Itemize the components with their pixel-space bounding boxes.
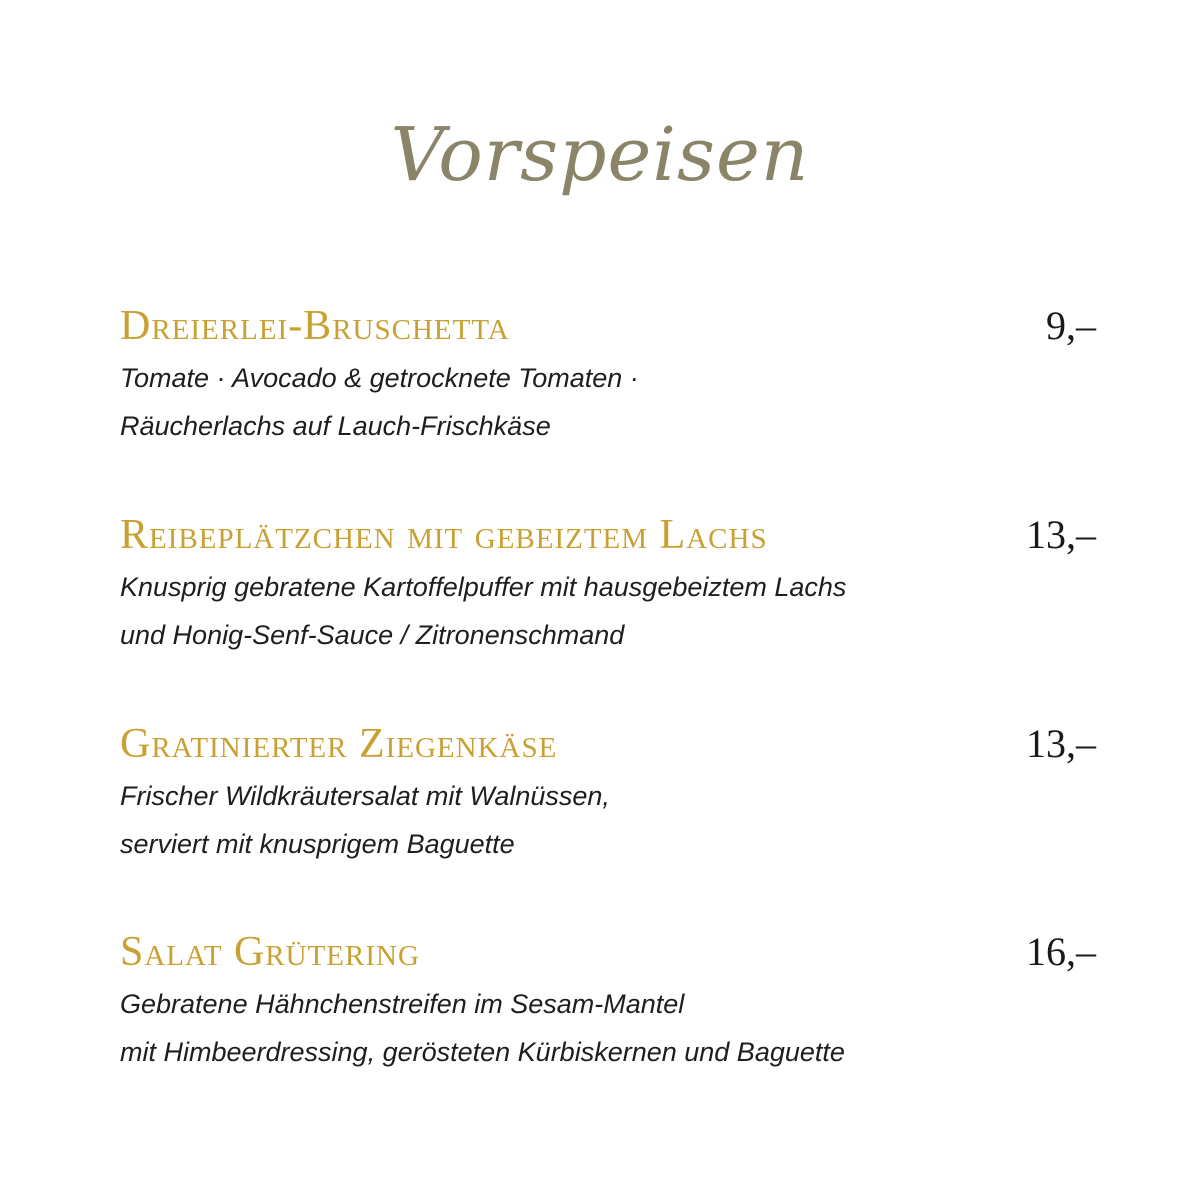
item-description-line: serviert mit knusprigem Baguette (120, 829, 515, 859)
item-description-line: Tomate · Avocado & getrocknete Tomaten · (120, 363, 639, 393)
item-description-line: Räucherlachs auf Lauch-Frischkäse (120, 411, 551, 441)
menu-item (120, 300, 1100, 470)
section-title: Vorspeisen (390, 112, 810, 198)
item-name: Salat Grütering (120, 929, 420, 975)
item-description-line: Frischer Wildkräutersalat mit Walnüssen, (120, 781, 610, 811)
menu-item (120, 718, 1100, 888)
item-name: Dreierlei-Bruschetta (120, 303, 510, 349)
item-price: 13,– (1026, 512, 1096, 557)
item-name: Gratinierter Ziegenkäse (120, 721, 558, 767)
item-price: 16,– (1026, 929, 1096, 974)
item-price: 9,– (1046, 303, 1096, 348)
item-description-line: und Honig-Senf-Sauce / Zitronenschmand (120, 620, 625, 650)
item-description-line: Gebratene Hähnchenstreifen im Sesam-Mantel (120, 989, 685, 1019)
item-price: 13,– (1026, 721, 1096, 766)
menu-item (120, 509, 1100, 679)
item-name: Reibeplätzchen mit gebeiztem Lachs (120, 512, 768, 558)
item-description-line: Knusprig gebratene Kartoffelpuffer mit hausgebeiztem Lachs (120, 572, 847, 602)
item-description-line: mit Himbeerdressing, gerösteten Kürbiskernen und Baguette (120, 1037, 845, 1067)
menu-item (120, 926, 1100, 1096)
